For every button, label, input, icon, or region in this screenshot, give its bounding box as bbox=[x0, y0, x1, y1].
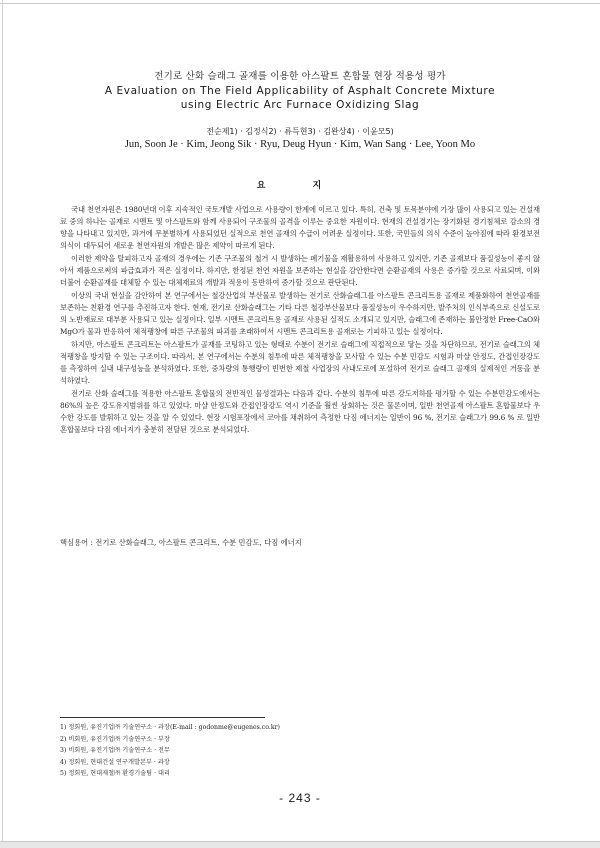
page-top-border bbox=[0, 0, 600, 4]
footnote-item: 3) 비회원, 유진기업㈜ 기술연구소 · 전무 bbox=[60, 747, 170, 754]
abstract-heading: 요 지 bbox=[256, 181, 344, 191]
footnote-item: 4) 정회원, 현대건설 연구개발본부 · 과장 bbox=[60, 758, 170, 766]
footnotes bbox=[60, 722, 540, 780]
author-block bbox=[60, 125, 540, 152]
keywords: 핵심용어 : 전기로 산화슬래그, 아스팔트 콘크리트, 수분 민감도, 다짐 에너지 bbox=[60, 538, 302, 547]
title-english-line-2: using Electric Arc Furnace Oxidizing Slag bbox=[180, 99, 420, 111]
title-english-line-1: A Evaluation on The Field Applicability of Asphalt Concrete Mixture bbox=[104, 85, 496, 97]
paper-title-block bbox=[60, 70, 540, 112]
abstract-paragraph: 국내 천연자원은 1980년대 이후 지속적인 국토개발 사업으로 사용량이 한계에 이르고 있다. 특히, 건축 및 토목분야에 가장 많이 사용되고 있는 건설재료 중의 하나는 골재로 시멘트 및 아스팔트와 함께 사용되어 구조물의 골격을 이루는 중요한 자원이다. 현재의 건설경기는 장기화된 경기침체로 감소의 경향을 나타내고 있지만, 과거에 무분별하게 사용되었던 실적으로 천연 골재의 수급이 어려운 실정이다. 또한, 국민들의 의식 수준이 높아짐에 따라 환경보전의식이 대두되어 새로운 천연자원의 개발은 많은 제약이 따르게 된다. bbox=[60, 205, 540, 250]
page-left-border bbox=[0, 0, 3, 848]
abstract-paragraph: 이상의 국내 현실을 감안하여 본 연구에서는 철강산업의 부산물로 발생하는 전기로 산화슬래그를 아스팔트 콘크리트용 골재로 제품화하여 천연골재를 보존하는 친환경 연구를 추진하고자 한다. 현재, 전기로 산화슬래그는 기타 다른 철강부산물보다 품질성능이 우수하지만, 발주처의 인식부족으로 신설도로의 노반재료로 대부분 사용되고 있는 실정이다. 일부 시멘트 콘크리트용 골재로 사용된 실적도 소개되고 있지만, 슬래그에 존재하는 불안정한 Free-CaO와 MgO가 물과 반응하여 체적팽창에 따른 구조물의 파괴를 초래하여서 시멘트 콘크리트용 골재로는 기피하고 있는 실정이다. bbox=[60, 291, 540, 336]
footnote-item: 1) 정회원, 유진기업㈜ 기술연구소 · 과장(E-mail : godonme@eugenes.co.kr) bbox=[60, 724, 280, 731]
authors-korean: 전순제1) · 김정식2) · 류득현3) · 김완상4) · 이윤모5) bbox=[206, 127, 394, 136]
footnote-item: 2) 비회원, 유진기업㈜ 기술연구소 · 부장 bbox=[60, 735, 170, 743]
abstract-paragraph: 전기로 산화 슬래그를 적용한 아스팔트 혼합물의 전반적인 물성결과는 다음과 같다. 수분의 침투에 따른 강도저하를 평가할 수 있는 수분민감도에서는 86%의 높은 강도유지범위를 하고 있었다. 마샬 안정도와 간접인장강도 역시 기준을 훨씬 상회하는 것은 물론이며, 일반 천연골재 아스팔트 혼합물보다 우수한 강도를 발휘하고 있는 것을 알 수 있었다. 현장 시험포장에서 코아를 채취하여 측정한 다짐 에너지는 일반이 96 %, 전기로 슬래그가 99.6 % 로 일반 혼합물보다 다짐 에너지가 충분히 전달된 것으로 분석되었다. bbox=[60, 389, 540, 434]
footnote-divider bbox=[60, 717, 265, 718]
page-bottom-border bbox=[0, 841, 600, 848]
authors-english: Jun, Soon Je · Kim, Jeong Sik · Ryu, Deug Hyun · Kim, Wan Sang · Lee, Yoon Mo bbox=[124, 139, 476, 150]
title-korean: 전기로 산화 슬래그 골재를 이용한 아스팔트 혼합물 현장 적용성 평가 bbox=[154, 71, 446, 82]
page-number: - 243 - bbox=[279, 791, 321, 805]
abstract-body bbox=[60, 204, 540, 437]
footnote-item: 5) 정회원, 현대제철㈜ 환경기술팀 · 대리 bbox=[60, 770, 170, 777]
abstract-paragraph: 하지만, 아스팔트 콘크리트는 아스팔트가 골재를 코팅하고 있는 형태로 수분이 전기로 슬래그에 직접적으로 닿는 것을 차단하므로, 전기로 슬래그의 체적팽창을 방지할 수 있는 구조이다. 따라서, 본 연구에서는 수분의 침투에 따른 체적팽창을 모사할 수 있는 수분 민감도 시험과 마샬 안정도, 간접인장강도를 측정하여 실내 내구성능을 분석하였다. 또한, 중차량의 통행량이 빈번한 제철 사업장의 사내도로에 포설하여 전기로 슬래그 골재의 실제적인 거동을 분석하였다. bbox=[60, 340, 540, 385]
abstract-paragraph: 이러한 제약을 탈피하고자 골재의 경우에는 기존 구조물의 철거 시 발생하는 폐기물을 재활용하여 사용하고 있지만, 기존 골재보다 품질성능이 좋지 않아서 제품으로써의 파급효과가 적은 실정이다. 하지만, 한정된 천연 자원을 보존하는 현실을 감안한다면 순환골재의 사용은 증가할 것으로 사료되며, 이와 더불어 순환골재를 대체할 수 있는 대체재료의 개발과 적용이 동반하여 증가할 것으로 판단된다. bbox=[60, 254, 540, 287]
